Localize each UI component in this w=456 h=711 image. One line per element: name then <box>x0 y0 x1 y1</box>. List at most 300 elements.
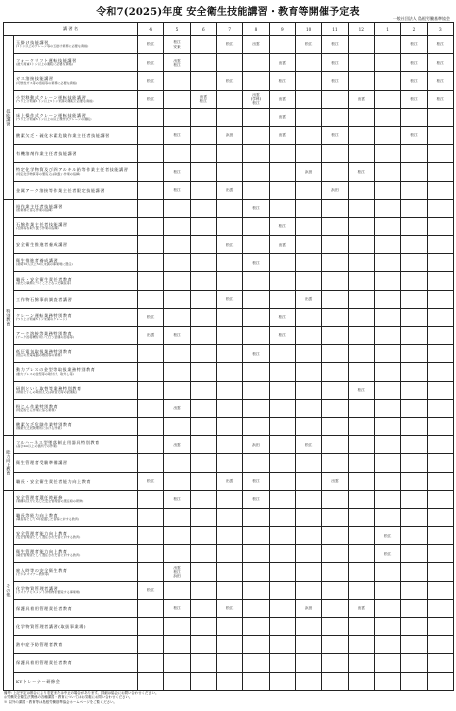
location-text: 松江 <box>304 442 313 447</box>
schedule-cell <box>348 345 374 363</box>
location-text: 出雲 <box>331 478 339 483</box>
location-text: 松江 <box>146 78 155 83</box>
schedule-cell <box>322 308 348 326</box>
course-subtitle: (特定化学物質等の製造又は取扱い作業の指揮) <box>16 171 81 176</box>
schedule-cell <box>322 599 348 617</box>
schedule-cell <box>190 327 216 345</box>
course-name: フルハーネス型墜落制止用器具特別教育 <box>16 440 100 446</box>
schedule-cell <box>269 472 295 490</box>
schedule-cell <box>401 672 427 690</box>
schedule-cell <box>401 126 427 144</box>
schedule-cell <box>295 454 321 472</box>
schedule-cell <box>243 636 269 654</box>
location-text: 松江 <box>278 333 286 338</box>
schedule-cell <box>295 508 321 526</box>
table-row <box>4 654 454 672</box>
schedule-cell <box>269 290 295 308</box>
location-text: 松江 <box>278 315 286 320</box>
course-name: 床上操作式クレーン運転技能講習 <box>16 112 87 118</box>
schedule-cell <box>295 417 321 435</box>
schedule-cell <box>427 417 453 435</box>
course-name-cell <box>14 417 138 435</box>
schedule-cell <box>269 199 295 217</box>
location-text: 松江 <box>173 187 181 192</box>
schedule-cell <box>138 327 164 345</box>
schedule-cell <box>322 508 348 526</box>
schedule-cell <box>190 217 216 235</box>
schedule-cell <box>217 527 243 545</box>
course-name: 金属アーク溶接等作業主任者限定技能講習 <box>16 187 106 193</box>
schedule-cell <box>269 72 295 90</box>
course-name: 安全管理者能力向上教育 <box>16 531 68 537</box>
course-name-cell <box>14 181 138 199</box>
schedule-cell <box>217 363 243 381</box>
schedule-cell <box>401 527 427 545</box>
schedule-cell <box>427 236 453 254</box>
course-subtitle: (ビジネスマナー教育等) <box>16 571 50 576</box>
schedule-cell <box>190 599 216 617</box>
header-month: 9 <box>269 23 295 36</box>
schedule-cell <box>138 54 164 72</box>
schedule-cell <box>164 563 190 581</box>
schedule-cell <box>401 654 427 672</box>
course-name: アーク溶接等業務特別教育 <box>16 331 73 337</box>
schedule-cell <box>243 90 269 108</box>
schedule-cell <box>138 545 164 563</box>
schedule-cell <box>243 181 269 199</box>
schedule-cell <box>164 181 190 199</box>
course-subtitle: (つり上げ荷重1トン以上5トン未満の運転に必要な資格) <box>16 98 94 103</box>
schedule-cell <box>401 36 427 54</box>
location-text: 松江 <box>146 42 155 47</box>
schedule-cell <box>427 327 453 345</box>
table-row <box>4 563 454 581</box>
schedule-cell <box>348 363 374 381</box>
table-row <box>4 581 454 599</box>
course-subtitle: (可燃性ガス等の溶接等の業務に必要な資格) <box>16 80 78 85</box>
schedule-cell <box>243 72 269 90</box>
schedule-cell <box>243 36 269 54</box>
table-row <box>4 399 454 417</box>
schedule-cell <box>243 472 269 490</box>
schedule-cell <box>217 563 243 581</box>
schedule-cell <box>164 490 190 508</box>
schedule-cell <box>427 581 453 599</box>
location-text: 松江 <box>278 224 286 229</box>
header-month: 6 <box>190 23 216 36</box>
schedule-cell <box>401 254 427 272</box>
header-course: 講 習 名 <box>4 23 138 36</box>
schedule-cell <box>348 381 374 399</box>
schedule-cell <box>322 90 348 108</box>
schedule-cell <box>243 254 269 272</box>
schedule-cell <box>164 108 190 126</box>
schedule-cell <box>374 654 400 672</box>
schedule-cell <box>269 54 295 72</box>
schedule-cell <box>374 54 400 72</box>
course-name-cell <box>14 454 138 472</box>
location-text: 松江 <box>383 533 392 538</box>
table-row <box>4 90 454 108</box>
schedule-cell <box>401 472 427 490</box>
schedule-cell <box>164 217 190 235</box>
schedule-cell <box>243 618 269 636</box>
schedule-cell <box>243 345 269 363</box>
schedule-cell <box>217 163 243 181</box>
schedule-cell <box>269 399 295 417</box>
table-row <box>4 618 454 636</box>
schedule-cell <box>190 399 216 417</box>
schedule-cell <box>190 308 216 326</box>
schedule-cell <box>374 527 400 545</box>
schedule-cell <box>401 54 427 72</box>
schedule-cell <box>190 90 216 108</box>
schedule-cell <box>190 618 216 636</box>
schedule-cell <box>401 72 427 90</box>
schedule-cell <box>269 254 295 272</box>
schedule-cell <box>269 217 295 235</box>
schedule-cell <box>243 654 269 672</box>
schedule-cell <box>295 126 321 144</box>
schedule-cell <box>374 381 400 399</box>
schedule-cell <box>348 472 374 490</box>
schedule-cell <box>295 472 321 490</box>
schedule-cell <box>217 618 243 636</box>
schedule-cell <box>138 163 164 181</box>
schedule-cell <box>243 108 269 126</box>
schedule-cell <box>401 199 427 217</box>
issuer-label: 一般社団法人 島根労働基準協会 <box>392 16 450 21</box>
schedule-cell <box>217 672 243 690</box>
course-name-cell <box>14 145 138 163</box>
schedule-cell <box>322 272 348 290</box>
table-row <box>4 599 454 617</box>
schedule-cell <box>138 363 164 381</box>
schedule-cell <box>427 54 453 72</box>
schedule-cell <box>401 454 427 472</box>
schedule-cell <box>269 36 295 54</box>
schedule-cell <box>138 236 164 254</box>
location-text: 浜田 <box>252 442 260 447</box>
location-text: 出雲 <box>173 442 181 447</box>
schedule-cell <box>374 308 400 326</box>
table-row <box>4 54 454 72</box>
schedule-cell <box>217 217 243 235</box>
course-name-cell <box>14 581 138 599</box>
location-text: 出雲 <box>278 97 286 102</box>
schedule-cell <box>269 508 295 526</box>
schedule-cell <box>138 618 164 636</box>
schedule-cell <box>348 654 374 672</box>
schedule-cell <box>374 145 400 163</box>
schedule-cell <box>217 399 243 417</box>
location-text: 浜田 <box>304 606 313 611</box>
schedule-cell <box>138 290 164 308</box>
schedule-cell <box>427 217 453 235</box>
schedule-cell <box>217 108 243 126</box>
course-subtitle: (業種の区分に応じた安全管理者の選任時の研修) <box>16 498 84 503</box>
schedule-cell <box>322 636 348 654</box>
location-text: 松江 <box>146 588 155 593</box>
schedule-cell <box>190 163 216 181</box>
schedule-cell <box>269 545 295 563</box>
location-text: 松江 <box>357 169 365 174</box>
course-name: ガス溶接技能講習 <box>16 76 54 82</box>
schedule-cell <box>348 599 374 617</box>
schedule-cell <box>401 236 427 254</box>
schedule-cell <box>322 490 348 508</box>
course-name: 工作物石綿事前調査者講習 <box>16 296 73 302</box>
course-subtitle: (衛生管理者として選任された者に対する教育) <box>16 553 81 558</box>
location-text: 松江 <box>410 97 418 102</box>
course-subtitle: (低圧の充電電路の敷設等の業務) <box>16 353 62 358</box>
schedule-cell <box>427 654 453 672</box>
schedule-cell <box>401 545 427 563</box>
schedule-cell <box>427 399 453 417</box>
schedule-cell <box>190 72 216 90</box>
category-label: 技能講習 <box>4 36 14 200</box>
schedule-cell <box>295 90 321 108</box>
schedule-cell <box>322 145 348 163</box>
schedule-cell <box>190 36 216 54</box>
schedule-cell <box>322 72 348 90</box>
schedule-cell <box>374 636 400 654</box>
schedule-cell <box>269 363 295 381</box>
schedule-cell <box>164 417 190 435</box>
schedule-cell <box>243 290 269 308</box>
schedule-cell <box>164 527 190 545</box>
schedule-cell <box>348 145 374 163</box>
location-text: 松江 <box>252 206 260 211</box>
schedule-cell <box>401 308 427 326</box>
schedule-cell <box>138 308 164 326</box>
schedule-cell <box>401 381 427 399</box>
location-text: 浜田 <box>225 133 234 138</box>
schedule-cell <box>295 54 321 72</box>
schedule-cell <box>374 363 400 381</box>
course-name: 玉掛け技能講習 <box>16 40 49 46</box>
header-month: 5 <box>164 23 190 36</box>
schedule-cell <box>217 472 243 490</box>
schedule-cell <box>322 654 348 672</box>
schedule-cell <box>322 345 348 363</box>
course-subtitle: (石綿等を取り扱う作業の指揮) <box>16 226 59 231</box>
schedule-cell <box>427 618 453 636</box>
schedule-cell <box>427 254 453 272</box>
course-name: 職長・安全衛生責任者教育 <box>16 276 73 282</box>
schedule-cell <box>164 636 190 654</box>
schedule-cell <box>348 436 374 454</box>
table-row <box>4 72 454 90</box>
schedule-cell <box>348 672 374 690</box>
schedule-cell <box>217 345 243 363</box>
header-month: 8 <box>243 23 269 36</box>
schedule-cell <box>164 618 190 636</box>
schedule-cell <box>243 381 269 399</box>
course-name: フォークリフト運転技能講習 <box>16 58 77 64</box>
schedule-cell <box>427 90 453 108</box>
schedule-cell <box>401 363 427 381</box>
schedule-cell <box>322 163 348 181</box>
course-name: 安全衛生推進者養成講習 <box>16 242 68 248</box>
schedule-cell <box>295 581 321 599</box>
location-text: 松江 <box>331 60 339 65</box>
course-name: 鉛作業主任者技能講習 <box>16 203 63 209</box>
table-row <box>4 472 454 490</box>
schedule-cell <box>164 454 190 472</box>
location-text: 松江 <box>436 78 444 83</box>
schedule-cell <box>164 654 190 672</box>
header-month: 4 <box>138 23 164 36</box>
schedule-cell <box>348 217 374 235</box>
schedule-cell <box>374 618 400 636</box>
table-row <box>4 254 454 272</box>
header-row <box>4 23 454 36</box>
schedule-cell <box>217 654 243 672</box>
schedule-cell <box>295 254 321 272</box>
schedule-cell <box>374 290 400 308</box>
location-text: 松江 <box>252 478 260 483</box>
schedule-cell <box>243 508 269 526</box>
schedule-cell <box>374 490 400 508</box>
location-text: 松江 <box>146 97 155 102</box>
schedule-cell <box>164 308 190 326</box>
schedule-cell <box>190 527 216 545</box>
course-subtitle: (高さ2m以上の箇所での作業) <box>16 444 58 449</box>
schedule-cell <box>348 290 374 308</box>
course-name-cell <box>14 399 138 417</box>
table-row <box>4 145 454 163</box>
schedule-cell <box>190 636 216 654</box>
schedule-cell <box>295 290 321 308</box>
schedule-cell <box>269 236 295 254</box>
schedule-cell <box>322 436 348 454</box>
schedule-cell <box>217 236 243 254</box>
schedule-cell <box>427 108 453 126</box>
schedule-cell <box>401 581 427 599</box>
location-text: 出雲 <box>225 187 234 192</box>
schedule-cell <box>190 199 216 217</box>
location-text: 松江 <box>331 78 339 83</box>
category-label: 特別教育 <box>4 199 14 435</box>
schedule-cell <box>374 417 400 435</box>
course-name: KYトレーナー研修会 <box>16 678 61 684</box>
schedule-cell <box>322 36 348 54</box>
location-text: 出雲 <box>252 42 260 47</box>
schedule-cell <box>401 417 427 435</box>
schedule-cell <box>322 472 348 490</box>
schedule-cell <box>138 563 164 581</box>
schedule-cell <box>164 508 190 526</box>
location-text: 松江 <box>146 60 155 65</box>
course-subtitle: (安全管理者として選任された者に対する教育) <box>16 535 81 540</box>
schedule-cell <box>190 581 216 599</box>
course-name-cell <box>14 72 138 90</box>
schedule-cell <box>322 181 348 199</box>
schedule-cell <box>164 345 190 363</box>
schedule-cell <box>427 272 453 290</box>
schedule-cell <box>269 108 295 126</box>
schedule-cell <box>243 217 269 235</box>
schedule-cell <box>374 36 400 54</box>
table-row <box>4 308 454 326</box>
location-text: 松江 <box>383 551 392 556</box>
schedule-cell <box>269 436 295 454</box>
schedule-cell <box>295 563 321 581</box>
location-text: 松江 <box>436 42 444 47</box>
schedule-cell <box>217 581 243 599</box>
schedule-cell <box>138 254 164 272</box>
course-name-cell <box>14 36 138 54</box>
location-text: 松江 <box>225 78 234 83</box>
note-line: ◎労働安全衛生法関係の各種講習・教育についてはお気軽にお問い合わせください。 <box>4 695 133 700</box>
schedule-cell <box>348 618 374 636</box>
schedule-cell <box>138 126 164 144</box>
schedule-cell <box>322 290 348 308</box>
course-name-cell <box>14 163 138 181</box>
course-name-cell <box>14 199 138 217</box>
course-name-cell <box>14 472 138 490</box>
schedule-cell <box>217 599 243 617</box>
schedule-cell <box>322 54 348 72</box>
location-text: 出雲 <box>146 333 155 338</box>
schedule-cell <box>217 545 243 563</box>
schedule-cell <box>295 181 321 199</box>
schedule-cell <box>243 417 269 435</box>
schedule-cell <box>401 618 427 636</box>
course-name-cell <box>14 126 138 144</box>
schedule-cell <box>190 126 216 144</box>
schedule-cell <box>164 672 190 690</box>
table-row <box>4 181 454 199</box>
location-text: 松江 <box>173 606 181 611</box>
schedule-cell <box>374 436 400 454</box>
schedule-cell <box>295 599 321 617</box>
schedule-cell <box>138 181 164 199</box>
table-row <box>4 327 454 345</box>
schedule-cell <box>348 181 374 199</box>
table-row <box>4 636 454 654</box>
table-row <box>4 381 454 399</box>
location-text: 出雲 松江 浜田 <box>173 565 181 579</box>
location-text: 出雲 松江 <box>199 94 208 104</box>
schedule-cell <box>217 490 243 508</box>
header-month: 1 <box>374 23 400 36</box>
schedule-cell <box>243 126 269 144</box>
schedule-cell <box>243 163 269 181</box>
location-text: 松江 <box>173 333 181 338</box>
table-row <box>4 672 454 690</box>
schedule-cell <box>217 254 243 272</box>
schedule-cell <box>401 490 427 508</box>
table-row <box>4 36 454 54</box>
schedule-cell <box>269 527 295 545</box>
schedule-cell <box>190 508 216 526</box>
schedule-cell <box>138 599 164 617</box>
schedule-cell <box>269 490 295 508</box>
schedule-table <box>3 22 454 691</box>
course-name: 雇入時等の安全衛生教育 <box>16 567 68 573</box>
schedule-cell <box>269 163 295 181</box>
course-name-cell <box>14 563 138 581</box>
schedule-cell <box>295 363 321 381</box>
schedule-cell <box>427 126 453 144</box>
schedule-cell <box>322 327 348 345</box>
location-text: 浜田 <box>331 187 339 192</box>
schedule-cell <box>243 563 269 581</box>
schedule-cell <box>348 236 374 254</box>
schedule-cell <box>164 327 190 345</box>
